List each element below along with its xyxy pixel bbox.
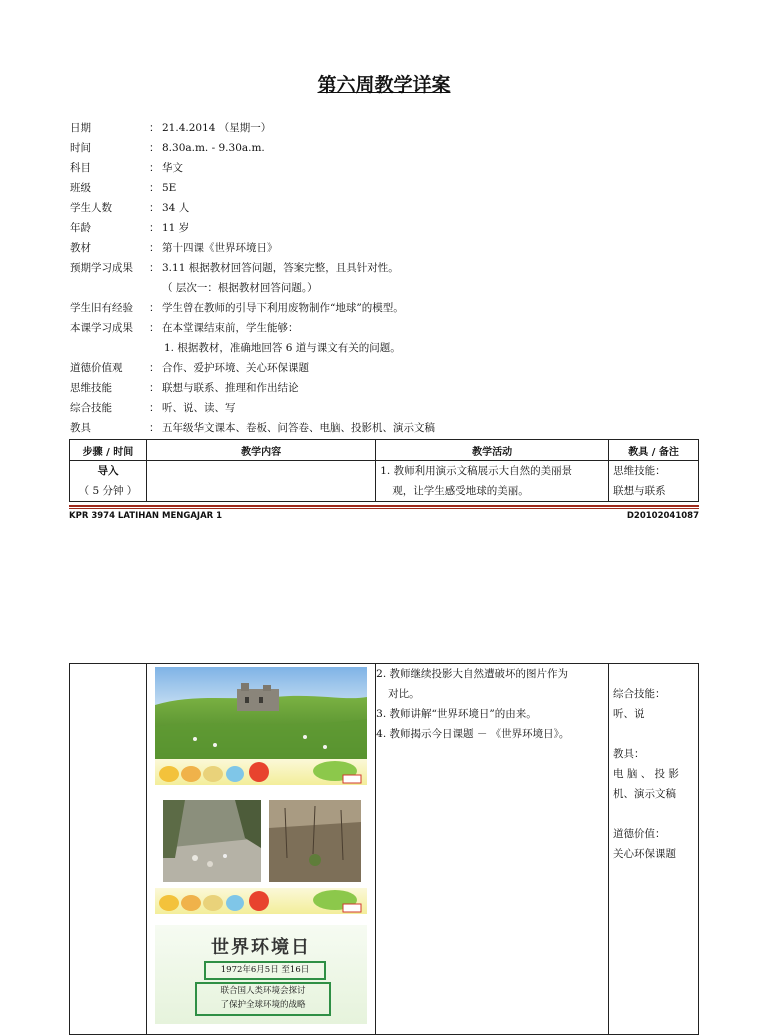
info-row-time bbox=[70, 138, 710, 158]
info-colon: ： bbox=[149, 122, 160, 134]
info-row-thinking-skills bbox=[70, 378, 710, 398]
activity-line: 1. 教师利用演示文稿展示大自然的美丽景 bbox=[380, 465, 573, 477]
activity-line: 2. 教师继续投影大自然遭破坏的图片作为 bbox=[376, 668, 568, 680]
info-value: 学生曾在教师的引导下利用废物制作“地球”的模型。 bbox=[162, 302, 404, 314]
info-label: 科目 bbox=[70, 162, 91, 174]
notes-line: 教具： bbox=[613, 748, 645, 760]
info-row-teaching-aids bbox=[70, 418, 710, 438]
notes-line: 综合技能： bbox=[613, 688, 666, 700]
notes-line: 联想与联系 bbox=[613, 485, 666, 497]
info-label: 本课学习成果 bbox=[70, 322, 133, 334]
info-value: 5E bbox=[162, 182, 177, 194]
activity-cell bbox=[376, 461, 609, 502]
info-value: 在本堂课结束前，学生能够： bbox=[162, 322, 299, 334]
info-row-date bbox=[70, 118, 710, 138]
footer-course-code: KPR 3974 LATIHAN MENGAJAR 1 bbox=[69, 511, 223, 521]
footer-rule-thick bbox=[69, 505, 699, 507]
info-colon: ： bbox=[149, 362, 160, 374]
info-row-expected-outcome bbox=[70, 258, 710, 278]
info-value: 联想与联系、推理和作出结论 bbox=[162, 382, 299, 394]
activity-line: 观，让学生感受地球的美丽。 bbox=[392, 485, 529, 497]
slide-cartoon-bar bbox=[155, 888, 367, 914]
header-content: 教学内容 bbox=[146, 440, 375, 461]
header-notes: 教具 / 备注 bbox=[609, 440, 699, 461]
notes-line bbox=[609, 724, 698, 744]
slide-description-line: 联合国人类环境会探讨 bbox=[220, 986, 306, 996]
slide-cartoon-bar bbox=[155, 759, 367, 785]
info-value: 第十四课《世界环境日》 bbox=[162, 242, 278, 254]
info-colon: ： bbox=[149, 402, 160, 414]
info-value: 五年级华文课本、卷板、问答卷、电脑、投影机、演示文稿 bbox=[162, 422, 435, 434]
info-colon: ： bbox=[149, 322, 160, 334]
info-value: 21.4.2014 （星期一） bbox=[162, 122, 272, 134]
info-value: 11 岁 bbox=[162, 222, 190, 234]
info-colon: ： bbox=[149, 162, 160, 174]
lesson-table-page1 bbox=[69, 439, 699, 502]
notes-line bbox=[609, 804, 698, 824]
info-row-material bbox=[70, 238, 710, 258]
slide-description-line: 了保护全球环境的战略 bbox=[220, 1000, 306, 1010]
info-label: 思维技能 bbox=[70, 382, 112, 394]
info-label: 学生人数 bbox=[70, 202, 112, 214]
activity-line: 对比。 bbox=[388, 688, 420, 700]
table-row bbox=[70, 461, 699, 502]
info-colon: ： bbox=[149, 182, 160, 194]
info-colon: ： bbox=[149, 142, 160, 154]
info-label: 教材 bbox=[70, 242, 91, 254]
info-label: 综合技能 bbox=[70, 402, 112, 414]
info-row-integrated-skills bbox=[70, 398, 710, 418]
header-activity: 教学活动 bbox=[376, 440, 609, 461]
info-row-prior-knowledge bbox=[70, 298, 710, 318]
info-row-age bbox=[70, 218, 710, 238]
slide-damaged-nature bbox=[155, 798, 367, 914]
content-cell bbox=[146, 461, 375, 502]
info-value: 3.11 根据教材回答问题，答案完整，且具针对性。 bbox=[162, 262, 399, 274]
step-cell bbox=[70, 664, 147, 1035]
info-row-moral-values bbox=[70, 358, 710, 378]
info-label: 教具 bbox=[70, 422, 91, 434]
info-value: 合作、爱护环境、关心环保课题 bbox=[162, 362, 309, 374]
slide-date-box: 1972年6月5日 至16日 bbox=[204, 961, 326, 980]
info-colon: ： bbox=[149, 222, 160, 234]
step-cell bbox=[70, 461, 147, 502]
footer-rule-thin bbox=[69, 508, 699, 509]
slide-world-environment-day bbox=[155, 925, 367, 1024]
info-row-subject bbox=[70, 158, 710, 178]
slide-nature-landscape bbox=[155, 667, 367, 785]
lesson-info bbox=[70, 118, 710, 438]
page-title: 第六周教学详案 bbox=[317, 74, 451, 96]
info-row-expected-outcome-cont bbox=[70, 278, 710, 298]
info-label: 学生旧有经验 bbox=[70, 302, 133, 314]
info-label: 日期 bbox=[70, 122, 91, 134]
notes-cell bbox=[609, 461, 699, 502]
info-value: 华文 bbox=[162, 162, 183, 174]
info-colon: ： bbox=[149, 382, 160, 394]
activity-line: 4. 教师揭示今日课题 － 《世界环境日》。 bbox=[376, 728, 570, 740]
info-colon: ： bbox=[149, 242, 160, 254]
notes-cell bbox=[609, 664, 699, 1035]
info-label: 时间 bbox=[70, 142, 91, 154]
table-header-row bbox=[70, 440, 699, 461]
footer-student-id: D20102041087 bbox=[626, 511, 699, 521]
info-value: 8.30a.m. - 9.30a.m. bbox=[162, 142, 265, 154]
notes-line: 电 脑 、 投 影 bbox=[613, 768, 679, 780]
notes-line: 机、演示文稿 bbox=[613, 788, 677, 800]
info-colon: ： bbox=[149, 422, 160, 434]
info-value: （ 层次一：根据教材回答问题。） bbox=[162, 282, 318, 294]
activity-line: 3. 教师讲解“世界环境日”的由来。 bbox=[376, 708, 537, 720]
info-colon: ： bbox=[149, 202, 160, 214]
info-row-class bbox=[70, 178, 710, 198]
step-time: （ 5 分钟 ） bbox=[78, 485, 138, 497]
info-colon: ： bbox=[149, 262, 160, 274]
info-row-students bbox=[70, 198, 710, 218]
info-row-learning-outcome-cont bbox=[70, 338, 710, 358]
notes-line: 道德价值： bbox=[613, 828, 666, 840]
info-label: 年龄 bbox=[70, 222, 91, 234]
slide-description-box bbox=[195, 982, 331, 1016]
activity-cell bbox=[376, 664, 609, 1035]
notes-line: 听、说 bbox=[613, 708, 645, 720]
slide-title: 世界环境日 bbox=[211, 937, 311, 958]
info-value: 34 人 bbox=[162, 202, 190, 214]
info-value: 1. 根据教材，准确地回答 6 道与课文有关的问题。 bbox=[164, 342, 401, 354]
step-label: 导入 bbox=[97, 465, 119, 477]
info-label: 预期学习成果 bbox=[70, 262, 133, 274]
info-label: 班级 bbox=[70, 182, 91, 194]
info-label: 道德价值观 bbox=[70, 362, 123, 374]
notes-line: 关心环保课题 bbox=[613, 848, 677, 860]
notes-line: 思维技能： bbox=[613, 465, 666, 477]
header-step-time: 步骤 / 时间 bbox=[70, 440, 147, 461]
info-colon: ： bbox=[149, 302, 160, 314]
info-value: 听、说、读、写 bbox=[162, 402, 236, 414]
info-row-learning-outcome bbox=[70, 318, 710, 338]
